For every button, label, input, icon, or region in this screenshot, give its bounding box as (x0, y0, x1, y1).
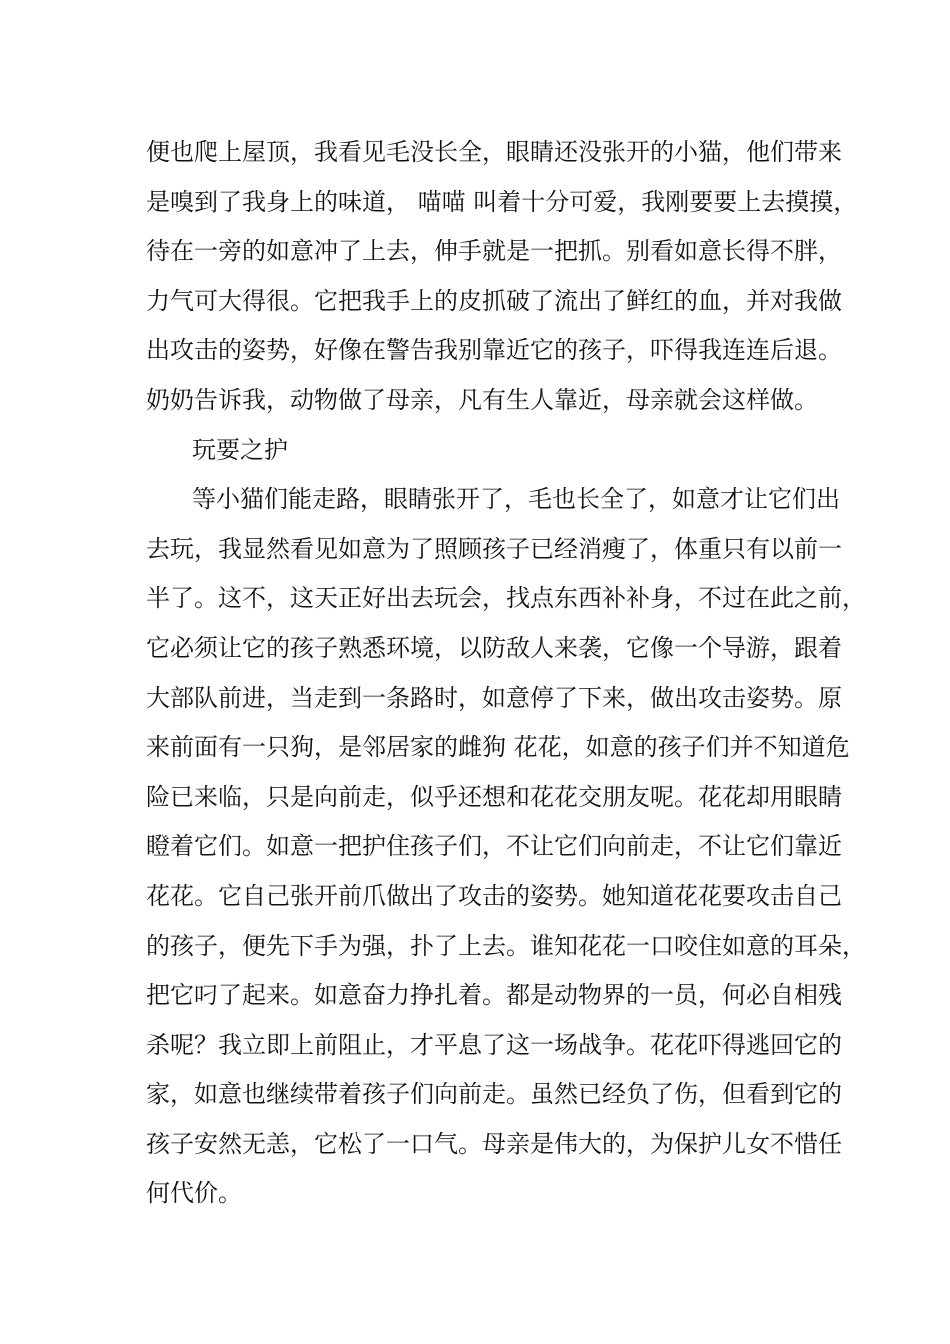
section-heading: 玩要之护 (192, 435, 288, 464)
text-line-18: 把它叼了起来。如意奋力挣扎着。都是动物界的一员，何必自相残 (146, 981, 842, 1010)
body-text (146, 128, 866, 1219)
text-line-16: 花花。它自己张开前爪做出了攻击的姿势。她知道花花要攻击自己 (146, 881, 842, 910)
text-line-12: 大部队前进，当走到一条路时，如意停了下来，做出攻击姿势。原 (146, 683, 842, 712)
text-line-14: 险已来临，只是向前走，似乎还想和花花交朋友呢。花花却用眼睛 (146, 782, 842, 811)
text-line-9: 去玩，我显然看见如意为了照顾孩子已经消瘦了，体重只有以前一 (146, 534, 842, 563)
text-line-10: 半了。这不，这天正好出去玩会，找点东西补补身，不过在此之前， (146, 584, 866, 613)
text-line-21: 孩子安然无恙，它松了一口气。母亲是伟大的，为保护儿女不惜任 (146, 1129, 842, 1158)
text-line-8: 等小猫们能走路，眼睛张开了，毛也长全了，如意才让它们出 (192, 485, 840, 514)
text-line-20: 家，如意也继续带着孩子们向前走。虽然已经负了伤，但看到它的 (146, 1080, 842, 1109)
text-line-4: 力气可大得很。它把我手上的皮抓破了流出了鲜红的血，并对我做 (146, 286, 842, 315)
text-line-11: 它必须让它的孩子熟悉环境，以防敌人来袭，它像一个导游，跟着 (146, 633, 842, 662)
text-line-3: 待在一旁的如意冲了上去，伸手就是一把抓。别看如意长得不胖， (146, 237, 842, 266)
text-line-13: 来前面有一只狗，是邻居家的雌狗 花花，如意的孩子们并不知道危 (146, 733, 850, 762)
text-line-17: 的孩子，便先下手为强，扑了上去。谁知花花一口咬住如意的耳朵， (146, 931, 866, 960)
text-line-15: 瞪着它们。如意一把护住孩子们，不让它们向前走，不让它们靠近 (146, 832, 842, 861)
text-line-22: 何代价。 (146, 1179, 242, 1208)
text-line-2: 是嗅到了我身上的味道， 喵喵 叫着十分可爱，我刚要要上去摸摸， (146, 187, 858, 216)
text-line-5: 出攻击的姿势，好像在警告我别靠近它的孩子，吓得我连连后退。 (146, 336, 842, 365)
text-line-6: 奶奶告诉我，动物做了母亲，凡有生人靠近，母亲就会这样做。 (146, 385, 818, 414)
text-line-19: 杀呢？我立即上前阻止，才平息了这一场战争。花花吓得逃回它的 (146, 1030, 842, 1059)
text-line-1: 便也爬上屋顶，我看见毛没长全，眼睛还没张开的小猫，他们带来 (146, 138, 842, 166)
